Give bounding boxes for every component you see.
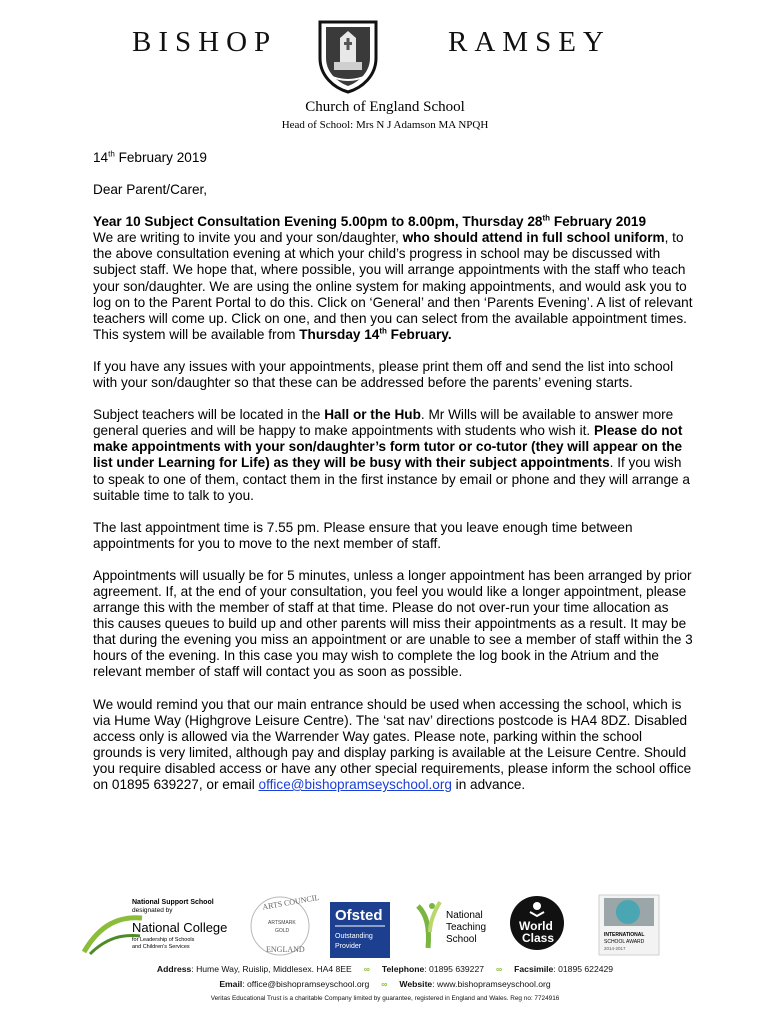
svg-text:Ofsted: Ofsted xyxy=(335,907,383,924)
letter-body xyxy=(93,150,693,809)
svg-text:GOLD: GOLD xyxy=(275,928,290,934)
svg-text:Outstanding: Outstanding xyxy=(335,933,373,940)
arts-council-artsmark-logo xyxy=(248,892,320,958)
paragraph-6: We would remind you that our main entrance should be used when accessing the school, which is via Hume Way (Highgrove Leisure Centre). The ‘sat nav’ directions postcode is HA4 8DZ. Disabled access only is allowed via the Warrender Way gates. Please note, parking within the school grounds is very limited, although pay and display parking is available at the Leisure Centre. Should you require disabled access or have any other special requirements, please inform the school office on 01895 639227, or email office@bishopramseyschool.org in advance. xyxy=(93,696,692,792)
svg-text:ARTS COUNCIL: ARTS COUNCIL xyxy=(261,892,320,912)
svg-text:World: World xyxy=(519,919,553,933)
svg-text:Provider: Provider xyxy=(335,943,362,950)
national-college-logo xyxy=(80,894,230,958)
svg-text:for Leadership of Schools: for Leadership of Schools xyxy=(132,937,195,943)
letter-subject-heading: Year 10 Subject Consultation Evening 5.00pm to 8.00pm, Thursday 28th February 2019 xyxy=(93,213,647,230)
salutation: Dear Parent/Carer, xyxy=(93,182,208,198)
svg-text:School: School xyxy=(446,934,477,945)
paragraph-2: If you have any issues with your appointments, please print them off and send the list into school with your son/daughter so that these can be addressed before the parents’ evening starts. xyxy=(93,358,674,391)
national-teaching-school-logo xyxy=(412,896,496,956)
school-subtitle: Church of England School xyxy=(305,99,465,115)
svg-text:ARTSMARK: ARTSMARK xyxy=(268,920,296,926)
footer-website[interactable]: : www.bishopramseyschool.org xyxy=(432,979,551,989)
svg-text:ENGLAND: ENGLAND xyxy=(266,945,305,954)
ofsted-outstanding-logo xyxy=(330,902,390,958)
separator-icon: ∞ xyxy=(381,979,388,989)
footer-email[interactable]: : office@bishopramseyschool.org xyxy=(242,979,370,989)
school-name-right-word: RAMSEY xyxy=(448,26,611,58)
paragraph-1: Year 10 Subject Consultation Evening 5.00pm to 8.00pm, Thursday 28th February 2019 We are writing to invite you and your son/daughter, who should attend in full school uniform, to the above consultation evening at which your child’s progress in school may be discussed with subject staff. We hope that, where possible, you will arrange appointments with the staff who teach your son/daughter. We are using the online system for making appointments, and would ask you to log on to the Parent Portal to do this. Click on ‘General’ and then ‘Parents Evening’. A list of relevant teachers will come up. Click on one, and then you can select from the available appointment times. This system will be available from Thursday 14th February. xyxy=(93,213,693,342)
letter-date: 14th February 2019 xyxy=(93,149,207,165)
separator-icon: ∞ xyxy=(363,964,370,974)
paragraph-4: The last appointment time is 7.55 pm. Please ensure that you leave enough time between appointments for you to move to the next member of staff. xyxy=(93,519,633,551)
svg-text:designated by: designated by xyxy=(132,907,173,914)
svg-text:Teaching: Teaching xyxy=(446,922,487,933)
svg-text:Class: Class xyxy=(522,931,555,945)
footer-contact-line-1: Address: Hume Way, Ruislip, Middlesex. HA4 8EE ∞ Telephone: 01895 639227 ∞ Facsimile: 01895 622429 xyxy=(156,964,614,974)
school-name-left-word: BISHOP xyxy=(132,26,278,58)
paragraph-3: Subject teachers will be located in the Hall or the Hub. Mr Wills will be available to answer more general queries and will be happy to make appointments with students who wish it. Please do not make appointments with your son/daughter’s form tutor or co-tutor (they will appear on the list under Learning for Life) as they will be busy with their subject appointments. If you wish to speak to one of them, contact them in the first instance by email or phone and they will arrange a suitable time to talk to you. xyxy=(93,407,690,503)
footer-legal-notice: Veritas Educational Trust is a charitable Company limited by guarantee, registered in England and Wales. Reg no: 7724916 xyxy=(210,995,560,1002)
svg-text:and Children’s Services: and Children’s Services xyxy=(132,944,190,950)
separator-icon: ∞ xyxy=(496,964,503,974)
svg-text:National: National xyxy=(446,910,483,921)
head-of-school: Head of School: Mrs N J Adamson MA NPQH xyxy=(281,119,489,131)
world-class-logo xyxy=(508,894,566,952)
svg-text:National College: National College xyxy=(132,920,228,935)
svg-text:National Support School: National Support School xyxy=(132,899,214,906)
svg-text:INTERNATIONAL: INTERNATIONAL xyxy=(604,932,645,938)
office-email-link[interactable]: office@bishopramseyschool.org xyxy=(258,777,452,792)
international-school-award-logo xyxy=(598,894,660,956)
accreditation-logos xyxy=(0,888,770,960)
footer-contact-line-2: Email: office@bishopramseyschool.org ∞ Website: www.bishopramseyschool.org xyxy=(219,979,551,989)
paragraph-5: Appointments will usually be for 5 minutes, unless a longer appointment has been arranged by prior agreement. If, at the end of your consultation, you feel you would like a longer appointment, please arrange this with the member of staff at that time. Please do not over-run your time allocation as this causes queues to build up and other parents will miss their appointments as a result. It may be that during the evening you miss an appointment or are unable to see a member of staff within the 3 hours of the evening. In this case you may wish to complete the log book in the Atrium and the relevant member of staff will contact you as soon as possible. xyxy=(93,567,693,680)
school-crest-logo xyxy=(316,18,380,94)
svg-text:2014-2017: 2014-2017 xyxy=(604,946,626,951)
svg-text:SCHOOL AWARD: SCHOOL AWARD xyxy=(604,939,645,945)
